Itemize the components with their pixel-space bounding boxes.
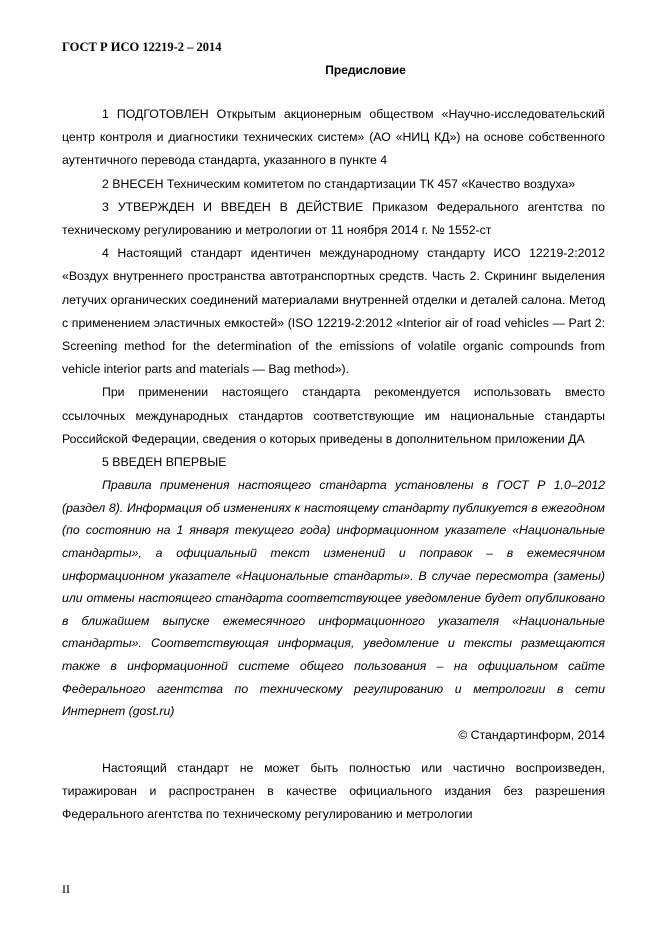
paragraph-introduced-first: 5 ВВЕДЕН ВПЕРВЫЕ bbox=[102, 455, 227, 470]
paragraph-identical-standard: 4 Настоящий стандарт идентичен международному стандарту ИСО 12219-2:2012 «Воздух внутреннего пространства автотранспортных средств. Часть 2. Скрининг выделения летучих органических соединений материалами внутренней отделки и деталей салона. Метод с применением эластичных емкостей» (ISO 12219-2:2012 «Interior air of road vehicles — Part 2: Screening method for the determination of the emissions of volatile organic compounds from vehicle interior parts and materials — Bag method»). bbox=[62, 246, 605, 377]
document-header-code: ГОСТ Р ИСО 12219-2 – 2014 bbox=[62, 40, 222, 54]
foreword-body bbox=[62, 103, 605, 827]
page-number: II bbox=[62, 882, 70, 896]
copyright-notice: © Стандартинформ, 2014 bbox=[458, 727, 605, 742]
paragraph-application-rules: Правила применения настоящего стандарта установлены в ГОСТ Р 1.0–2012 (раздел 8). Информация об изменениях к настоящему стандарту публикуется в ежегодном (по состоянию на 1 января текущего года) информационном указателе «Национальные стандарты», а официальный текст изменений и поправок – в ежемесячном информационном указателе «Национальные стандарты». В случае пересмотра (замены) или отмены настоящего стандарта соответствующее уведомление будет опубликовано в ближайшем выпуске ежемесячного информационного указателя «Национальные стандарты». Соответствующая информация, уведомление и тексты размещаются также в информационной системе общего пользования – на официальном сайте Федерального агентства по техническому регулированию и метрологии в сети Интернет (gost.ru) bbox=[62, 478, 605, 719]
paragraph-reproduction-notice: Настоящий стандарт не может быть полностью или частично воспроизведен, тиражирован и распространен в качестве официального издания без разрешения Федерального агентства по техническому регулированию и метрологии bbox=[62, 760, 605, 822]
paragraph-submitted-by: 2 ВНЕСЕН Техническим комитетом по стандартизации ТК 457 «Качество воздуха» bbox=[102, 176, 576, 191]
paragraph-prepared-by: 1 ПОДГОТОВЛЕН Открытым акционерным обществом «Научно-исследовательский центр контроля и диагностики технических систем» (АО «НИЦ КД») на основе собственного аутентичного перевода стандарта, указанного в пункте 4 bbox=[62, 107, 605, 168]
paragraph-national-standards-note: При применении настоящего стандарта рекомендуется использовать вместо ссылочных международных стандартов соответствующие им национальные стандарты Российской Федерации, сведения о которых приведены в дополнительном приложении ДА bbox=[62, 385, 605, 446]
page-title: Предисловие bbox=[325, 63, 406, 77]
paragraph-approved: 3 УТВЕРЖДЕН И ВВЕДЕН В ДЕЙСТВИЕ Приказом Федерального агентства по техническому регулированию и метрологии от 11 ноября 2014 г. № 1552-ст bbox=[62, 199, 605, 238]
